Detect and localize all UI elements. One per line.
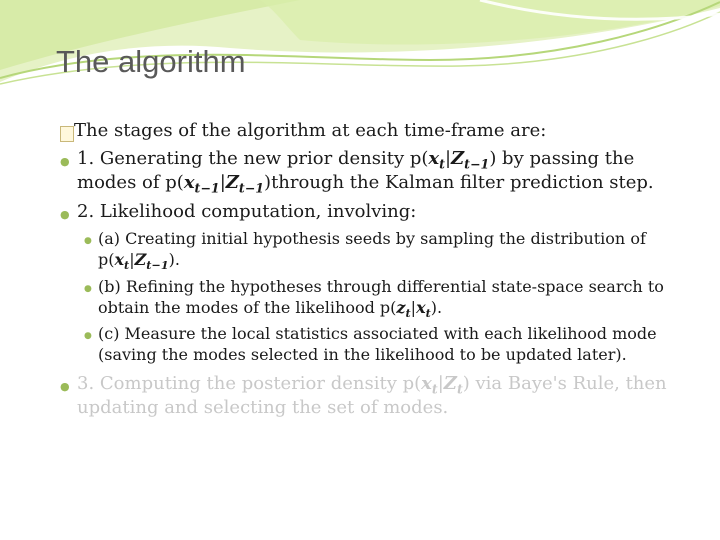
bullet-dot-icon: ● bbox=[84, 331, 92, 341]
item-2-text: 2. Likelihood computation, involving: bbox=[77, 201, 417, 222]
item-3-line-1: 3. Computing the posterior density $p(x_t|Z_t)$ via Baye's Rule, then bbox=[77, 373, 667, 397]
sub-b-line-2: obtain the modes of the likelihood $p(z_t|x_t)$. bbox=[98, 298, 443, 321]
sub-c-line-1: (c) Measure the local statistics associated with each likelihood mode bbox=[98, 324, 657, 343]
sub-c-line-2: (saving the modes selected in the likelihood to be updated later). bbox=[98, 345, 627, 364]
sub-a-line-1: (a) Creating initial hypothesis seeds by sampling the distribution of bbox=[98, 229, 646, 248]
bullet-dot-icon: ● bbox=[84, 284, 92, 294]
bullet-dot-icon: ● bbox=[84, 236, 92, 246]
bullet-dot-icon: ● bbox=[60, 155, 70, 168]
item-3-line-2: updating and selecting the set of modes. bbox=[77, 397, 449, 418]
bullet-dot-icon: ● bbox=[60, 208, 70, 221]
sub-b-line-1: (b) Refining the hypotheses through differential state-space search to bbox=[98, 277, 664, 296]
bullet-dot-icon: ● bbox=[60, 380, 70, 393]
missing-glyph-icon bbox=[60, 126, 74, 142]
slide-title: The algorithm bbox=[56, 44, 246, 79]
intro-text: The stages of the algorithm at each time-frame are: bbox=[74, 120, 547, 141]
item-1-line-1: 1. Generating the new prior density $p(x_t|Z_{t-1})$ by passing the bbox=[77, 148, 635, 172]
sub-a-line-2: $p(x_t|Z_{t-1})$. bbox=[98, 250, 180, 273]
item-1-line-2: modes of $p(x_{t-1}|Z_{t-1})through$ the Kalman filter prediction step. bbox=[77, 172, 654, 196]
